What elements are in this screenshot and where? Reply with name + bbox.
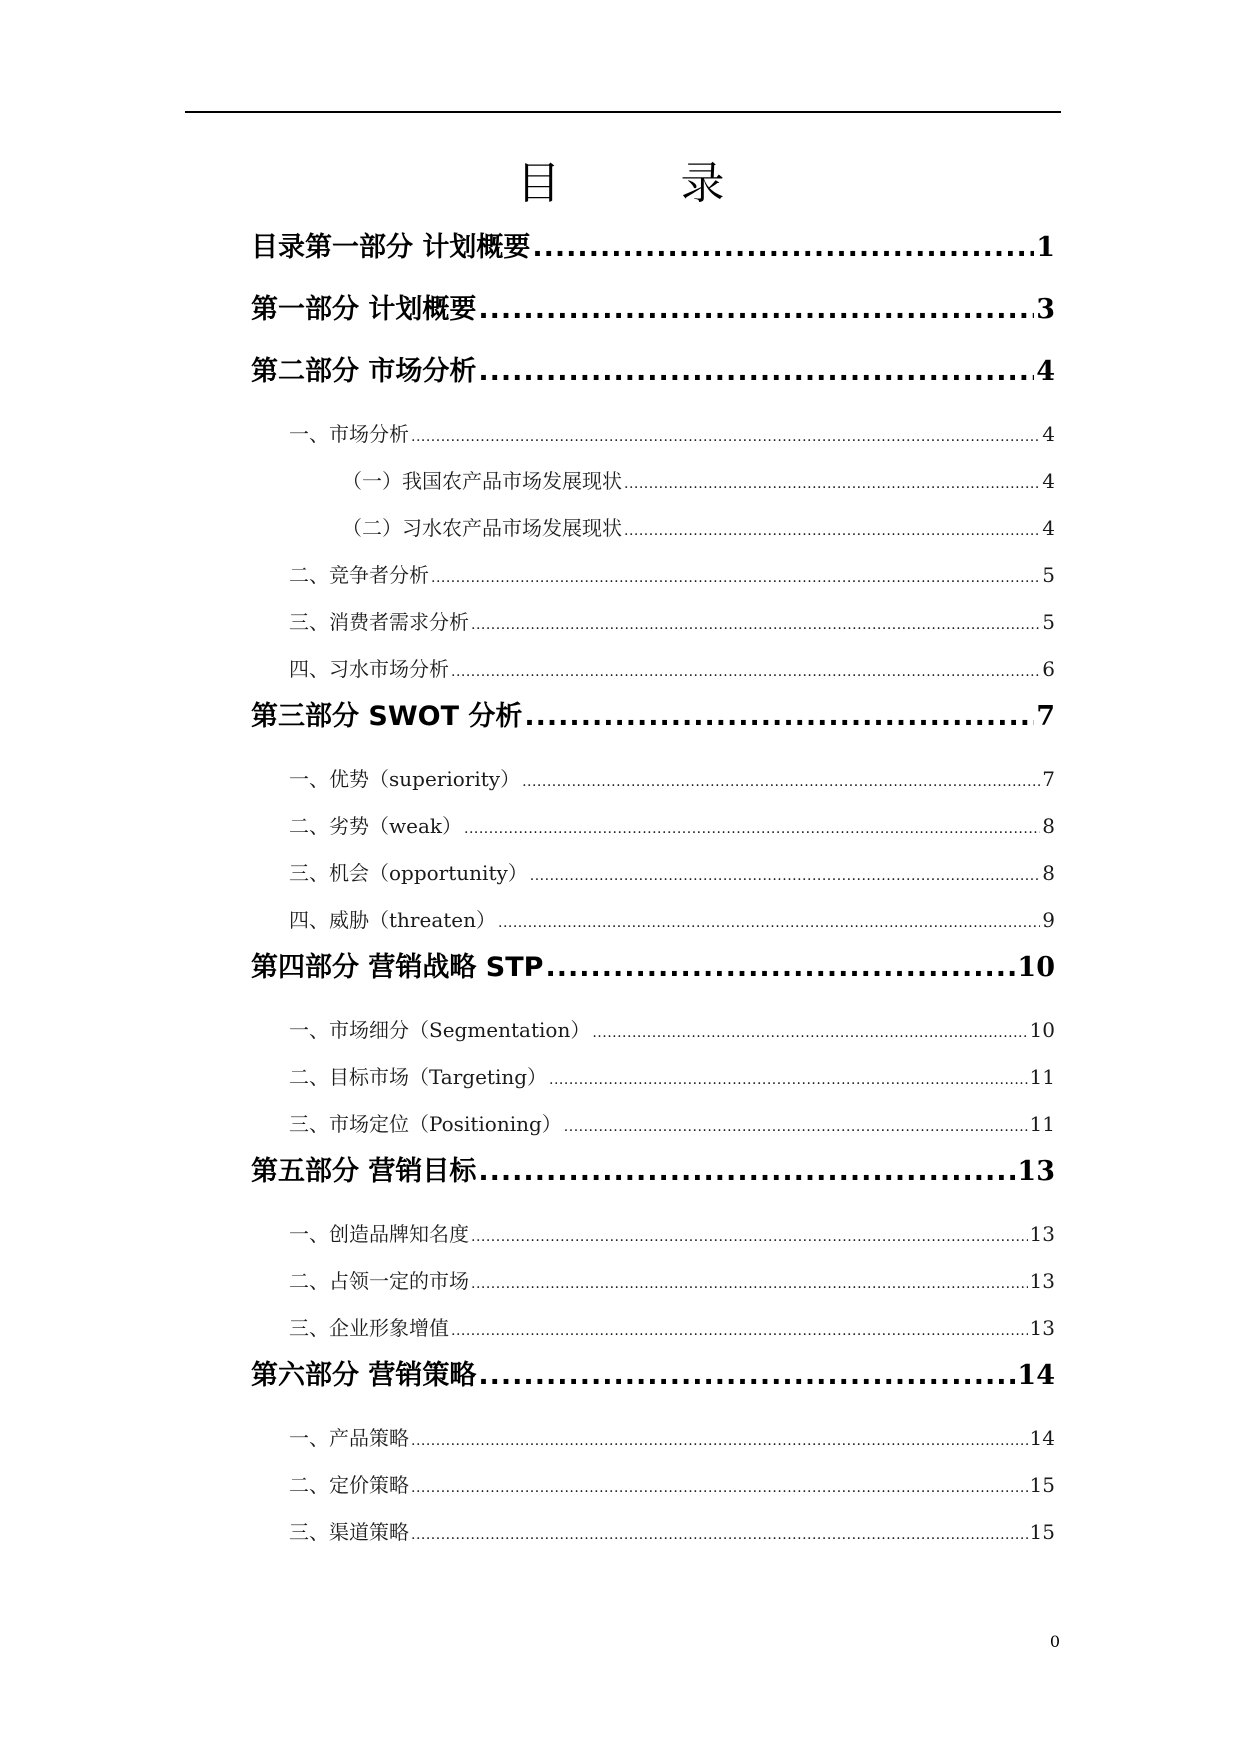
toc-dot-leader (624, 465, 1040, 500)
toc-dot-leader (624, 512, 1040, 547)
toc-entry-text: 三、企业形象增值 (289, 1316, 449, 1340)
toc-entry-text: 二、定价策略 (289, 1473, 409, 1497)
toc-entry-text: 一、创造品牌知名度 (289, 1222, 469, 1246)
toc-dot-leader (471, 606, 1040, 641)
toc-dot-leader (411, 1469, 1028, 1504)
toc-entry-text: 第六部分 营销策略 (251, 1360, 477, 1391)
toc-entry-page: 14 (1029, 1426, 1055, 1450)
toc-entry-text: 一、产品策略 (289, 1426, 409, 1450)
toc-entry-level-2[interactable] (289, 904, 1055, 936)
toc-entry-page: 7 (1036, 701, 1055, 732)
toc-entry-level-2[interactable] (289, 1516, 1055, 1548)
toc-entry-level-2[interactable] (289, 763, 1055, 795)
toc-entry-level-2[interactable] (289, 1061, 1055, 1093)
toc-entry-page: 8 (1042, 861, 1055, 885)
toc-entry-page: 10 (1029, 1018, 1055, 1042)
toc-entry-page: 13 (1029, 1316, 1055, 1340)
toc-entry-text: （二）习水农产品市场发展现状 (342, 516, 622, 540)
toc-entry-level-2[interactable] (289, 653, 1055, 685)
toc-entry-text: 二、目标市场（Targeting） (289, 1065, 548, 1089)
toc-entry-level-2[interactable] (289, 606, 1055, 638)
toc-title: 目 录 (516, 158, 763, 209)
toc-entry-page: 4 (1036, 356, 1055, 387)
toc-entry-text: 二、占领一定的市场 (289, 1269, 469, 1293)
toc-entry-level-2[interactable] (289, 559, 1055, 591)
toc-entry-level-1[interactable] (251, 352, 1055, 392)
toc-entry-text: 三、市场定位（Positioning） (289, 1112, 562, 1136)
toc-entry-text: 第三部分 SWOT 分析 (251, 701, 523, 732)
toc-entry-page: 1 (1036, 232, 1055, 263)
page-number: 0 (1049, 1632, 1060, 1651)
toc-dot-leader (411, 1422, 1028, 1457)
toc-dot-leader (411, 418, 1040, 453)
toc-dot-leader (478, 290, 1034, 330)
toc-entry-page: 15 (1029, 1473, 1055, 1497)
toc-dot-leader (451, 1312, 1028, 1347)
toc-entry-text: 第二部分 市场分析 (251, 356, 477, 387)
toc-dot-leader (549, 1061, 1028, 1096)
toc-entry-level-2[interactable] (289, 1422, 1055, 1454)
toc-entry-text: 三、渠道策略 (289, 1520, 409, 1544)
toc-entry-level-2[interactable] (289, 1218, 1055, 1250)
toc-entry-text: 三、机会（opportunity） (289, 861, 528, 885)
toc-entry-page: 11 (1029, 1065, 1055, 1089)
toc-entry-page: 15 (1029, 1520, 1055, 1544)
toc-entry-page: 5 (1042, 563, 1055, 587)
toc-entry-text: 三、消费者需求分析 (289, 610, 469, 634)
toc-entry-text: 第四部分 营销战略 STP (251, 952, 544, 983)
toc-entry-text: 二、竞争者分析 (289, 563, 429, 587)
toc-entry-text: 二、劣势（weak） (289, 814, 462, 838)
toc-entry-level-1[interactable] (251, 1152, 1055, 1192)
toc-entry-level-2[interactable] (289, 1265, 1055, 1297)
toc-entry-page: 8 (1042, 814, 1055, 838)
toc-dot-leader (451, 653, 1040, 688)
toc-entry-page: 5 (1042, 610, 1055, 634)
toc-entry-level-1[interactable] (251, 290, 1055, 330)
toc-entry-text: 四、威胁（threaten） (289, 908, 496, 932)
toc-dot-leader (532, 228, 1034, 268)
toc-dot-leader (411, 1516, 1028, 1551)
toc-dot-leader (592, 1014, 1027, 1049)
toc-entry-page: 6 (1042, 657, 1055, 681)
toc-dot-leader (530, 857, 1040, 892)
toc-entry-page: 7 (1042, 767, 1055, 791)
toc-entry-text: 目录第一部分 计划概要 (251, 232, 531, 263)
toc-entry-text: 一、市场分析 (289, 422, 409, 446)
toc-entry-page: 13 (1017, 1156, 1055, 1187)
toc-entry-page: 9 (1042, 908, 1055, 932)
toc-dot-leader (431, 559, 1040, 594)
toc-entry-level-3[interactable] (342, 512, 1055, 544)
toc-entry-page: 4 (1042, 422, 1055, 446)
toc-entry-level-3[interactable] (342, 465, 1055, 497)
toc-entry-level-2[interactable] (289, 1469, 1055, 1501)
toc-entry-text: 一、市场细分（Segmentation） (289, 1018, 591, 1042)
toc-entry-level-1[interactable] (251, 697, 1055, 737)
toc-entry-page: 13 (1029, 1269, 1055, 1293)
toc-entry-level-1[interactable] (251, 228, 1055, 268)
toc-entry-level-2[interactable] (289, 418, 1055, 450)
toc-entry-page: 14 (1017, 1360, 1055, 1391)
toc-entry-text: 第五部分 营销目标 (251, 1156, 477, 1187)
toc-dot-leader (498, 904, 1040, 939)
toc-entry-level-2[interactable] (289, 1108, 1055, 1140)
toc-dot-leader (471, 1265, 1028, 1300)
toc-entry-text: 一、优势（superiority） (289, 767, 521, 791)
toc-dot-leader (471, 1218, 1028, 1253)
toc-entry-level-1[interactable] (251, 948, 1055, 988)
toc-dot-leader (522, 763, 1040, 798)
toc-dot-leader (564, 1108, 1028, 1143)
toc-entry-level-2[interactable] (289, 857, 1055, 889)
toc-entry-text: 四、习水市场分析 (289, 657, 449, 681)
toc-dot-leader (524, 697, 1034, 737)
toc-entry-level-2[interactable] (289, 1014, 1055, 1046)
toc-entry-page: 4 (1042, 469, 1055, 493)
toc-entry-text: 第一部分 计划概要 (251, 294, 477, 325)
toc-entry-level-2[interactable] (289, 810, 1055, 842)
toc-dot-leader (478, 1356, 1015, 1396)
toc-dot-leader (478, 352, 1034, 392)
toc-entry-page: 10 (1017, 952, 1055, 983)
toc-entry-page: 11 (1029, 1112, 1055, 1136)
toc-dot-leader (464, 810, 1040, 845)
toc-entry-level-1[interactable] (251, 1356, 1055, 1396)
toc-entry-page: 4 (1042, 516, 1055, 540)
toc-entry-level-2[interactable] (289, 1312, 1055, 1344)
toc-entry-page: 13 (1029, 1222, 1055, 1246)
toc-entry-text: （一）我国农产品市场发展现状 (342, 469, 622, 493)
toc-dot-leader (478, 1152, 1015, 1192)
toc-entry-page: 3 (1036, 294, 1055, 325)
toc-dot-leader (545, 948, 1015, 988)
